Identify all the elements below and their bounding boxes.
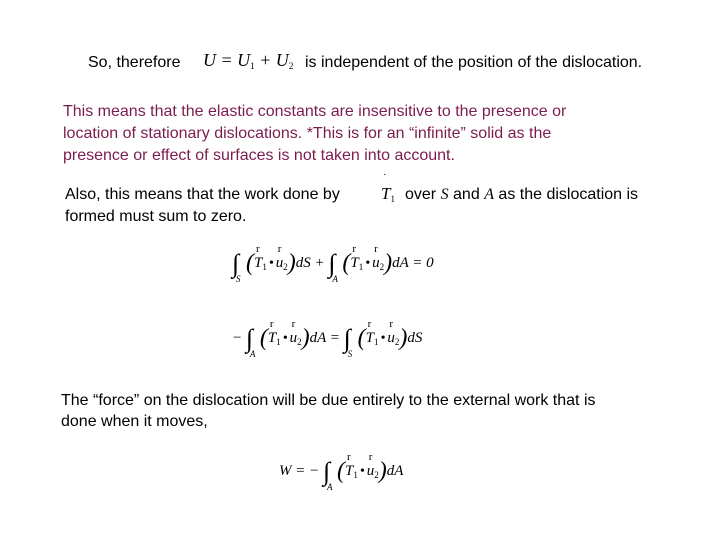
work-line-2: formed must sum to zero.	[65, 208, 247, 225]
work-line-1-over: over S and A as the dislocation is	[405, 186, 639, 203]
energy-sum-equation: $U = U_1 + U_2$	[203, 50, 294, 71]
elastic-constants-line-1: This means that the elastic constants are insensitive to the presence or	[63, 103, 567, 120]
statement-prefix: So, therefore	[88, 54, 181, 71]
elastic-constants-line-3: presence or effect of surfaces is not taken into account.	[63, 147, 455, 164]
force-line-2: done when it moves,	[61, 413, 208, 430]
traction-symbol: ˙ $T_1$	[381, 172, 395, 204]
work-sum-zero-equation: ∫ S ( r $T_1$ • r $u_2)dS$ + ∫ A ( r $T_1$ • r $u_2)dA = 0$	[232, 243, 434, 284]
work-line-1-prefix: Also, this means that the work done by	[65, 186, 340, 203]
force-line-1: The “force” on the dislocation will be due entirely to the external work that is	[61, 392, 596, 409]
external-work-equation: W = − ∫ A ( r $T_1$ • r $u_2)dA$	[279, 451, 404, 492]
statement-suffix: is independent of the position of the dislocation.	[305, 54, 643, 71]
work-balance-equation: − ∫ A ( r $T_1$ • r $u_2)dA$ = ∫ S ( r $T_1$ • r $u_2)dS$	[232, 318, 423, 359]
elastic-constants-line-2: location of stationary dislocations. *This is for an “infinite” solid as the	[63, 125, 552, 142]
